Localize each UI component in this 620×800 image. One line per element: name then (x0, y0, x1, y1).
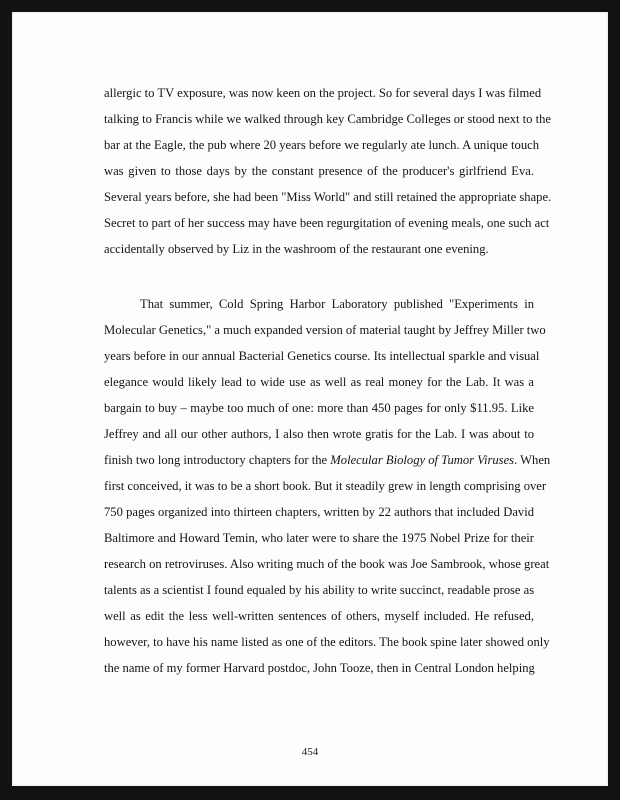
text-line: well as edit the less well-written sentences of others, myself included. He refused, (104, 609, 534, 623)
text-line: Secret to part of her success may have been regurgitation of evening meals, one such act (104, 216, 550, 230)
text-fragment: . When (514, 453, 551, 467)
text-line: bargain to buy – maybe too much of one: more than 450 pages for only $11.95. Like (104, 401, 534, 415)
text-line: the name of my former Harvard postdoc, John Tooze, then in Central London helping (104, 661, 535, 675)
paper-sheet (12, 12, 608, 786)
text-line: Jeffrey and all our other authors, I also then wrote gratis for the Lab. I was about to (104, 427, 534, 441)
text-line: That summer, Cold Spring Harbor Laboratory published "Experiments in (140, 297, 534, 311)
text-line: 750 pages organized into thirteen chapters, written by 22 authors that included David (104, 505, 534, 519)
text-line: talking to Francis while we walked through key Cambridge Colleges or stood next to the (104, 112, 551, 126)
text-line: years before in our annual Bacterial Genetics course. Its intellectual sparkle and visual (104, 349, 540, 363)
text-line-with-book-title (104, 453, 551, 468)
text-line: Several years before, she had been "Miss World" and still retained the appropriate shape. (104, 190, 552, 204)
book-title: Molecular Biology of Tumor Viruses (330, 453, 515, 467)
text-line: talents as a scientist I found equaled by his ability to write succinct, readable prose as (104, 583, 535, 597)
text-line: accidentally observed by Liz in the washroom of the restaurant one evening. (104, 242, 489, 256)
text-line: bar at the Eagle, the pub where 20 years before we regularly ate lunch. A unique touch (104, 138, 540, 152)
text-line: was given to those days by the constant presence of the producer's girlfriend Eva. (104, 164, 534, 178)
page-number: 454 (301, 746, 319, 758)
text-fragment: finish two long introductory chapters for the (104, 453, 331, 467)
text-line: Molecular Genetics," a much expanded version of material taught by Jeffrey Miller two (104, 323, 546, 337)
text-line: however, to have his name listed as one of the editors. The book spine later showed only (104, 635, 550, 649)
text-line: Baltimore and Howard Temin, who later were to share the 1975 Nobel Prize for their (104, 531, 534, 545)
text-line: research on retroviruses. Also writing much of the book was Joe Sambrook, whose great (104, 557, 550, 571)
text-line: first conceived, it was to be a short book. But it steadily grew in length comprising over (104, 479, 547, 493)
text-line: elegance would likely lead to wide use as well as real money for the Lab. It was a (104, 375, 534, 389)
text-line: allergic to TV exposure, was now keen on the project. So for several days I was filmed (104, 86, 542, 100)
